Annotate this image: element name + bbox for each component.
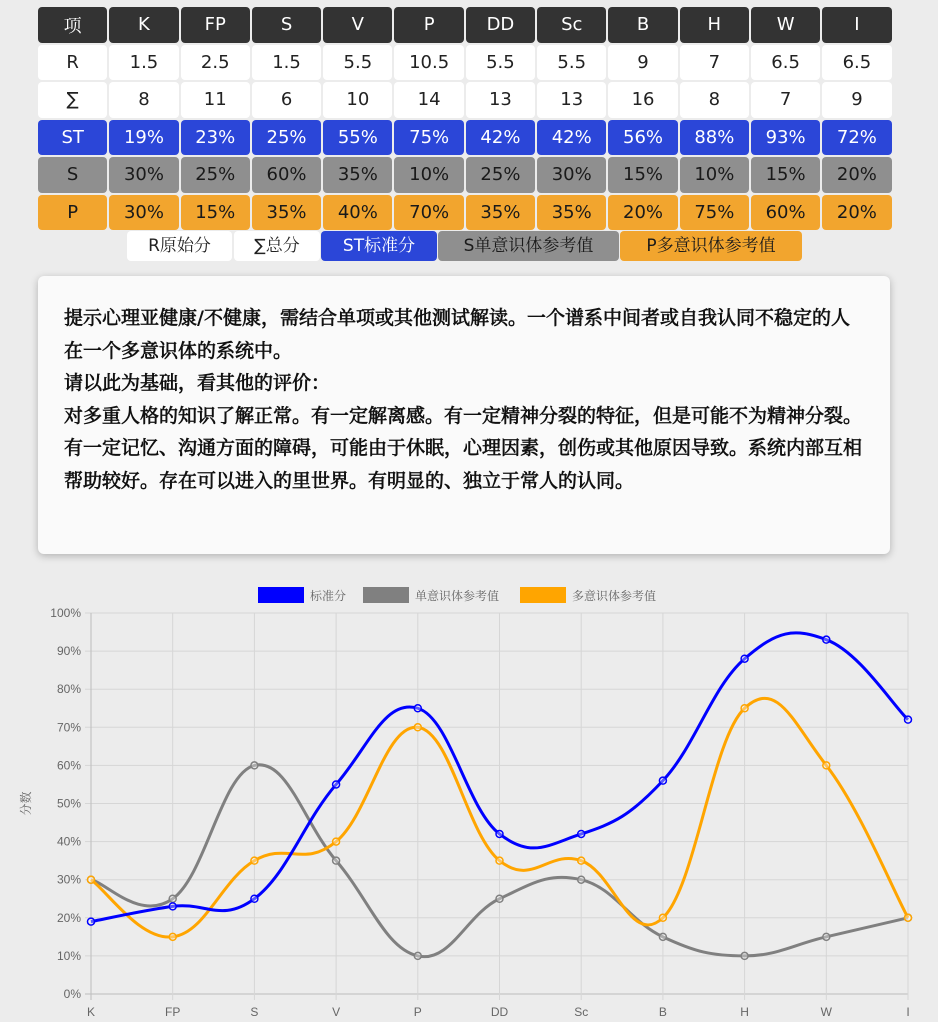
series-point — [496, 830, 503, 837]
table-cell: 56% — [608, 120, 677, 156]
table-header-cell: I — [822, 7, 891, 43]
table-cell: 75% — [680, 195, 749, 231]
table-cell: 40% — [323, 195, 392, 231]
series-point — [905, 716, 912, 723]
table-cell: 93% — [751, 120, 820, 156]
table-cell: 5.5 — [323, 45, 392, 81]
legend-swatch — [520, 587, 566, 603]
table-cell: 7 — [751, 82, 820, 118]
series-point — [496, 857, 503, 864]
series-point — [88, 876, 95, 883]
y-tick-label: 40% — [56, 834, 81, 849]
x-tick-label: H — [740, 1005, 749, 1019]
table-cell: 6.5 — [822, 45, 891, 81]
table-cell: 10% — [680, 157, 749, 193]
series-point — [414, 724, 421, 731]
score-line-chart — [0, 578, 938, 1022]
table-cell: 55% — [323, 120, 392, 156]
table-cell: 9 — [608, 45, 677, 81]
table-cell: 42% — [537, 120, 606, 156]
table-header-cell: B — [608, 7, 677, 43]
y-tick-label: 30% — [56, 872, 81, 887]
legend-single-reference: S单意识体参考值 — [438, 231, 619, 261]
y-tick-label: 60% — [56, 758, 81, 773]
series-point — [251, 895, 258, 902]
series-point — [659, 914, 666, 921]
legend-label: 标准分 — [310, 589, 347, 603]
table-cell: 7 — [680, 45, 749, 81]
series-point — [741, 655, 748, 662]
table-cell: 10.5 — [394, 45, 463, 81]
table-cell: 11 — [181, 82, 250, 118]
table-cell: 35% — [323, 157, 392, 193]
x-tick-label: DD — [490, 1005, 509, 1019]
table-cell: 5.5 — [537, 45, 606, 81]
table-row-label: P — [38, 195, 107, 231]
series-point — [169, 895, 176, 902]
series-point — [333, 781, 340, 788]
table-cell: 14 — [394, 82, 463, 118]
table-cell: 20% — [822, 157, 891, 193]
series-point — [659, 933, 666, 940]
table-row-s — [38, 157, 892, 193]
table-row-label: ∑ — [38, 82, 107, 118]
series-point — [169, 903, 176, 910]
table-row-r — [38, 45, 892, 81]
x-tick-label: FP — [165, 1005, 181, 1019]
table-row-st — [38, 120, 892, 156]
legend-raw-score: R原始分 — [127, 231, 232, 261]
y-tick-label: 70% — [56, 720, 81, 735]
table-cell: 42% — [466, 120, 535, 156]
y-tick-label: 80% — [56, 682, 81, 697]
table-cell: 25% — [181, 157, 250, 193]
y-tick-label: 90% — [56, 644, 81, 659]
table-row-sum — [38, 82, 892, 118]
table-cell: 60% — [751, 195, 820, 231]
table-cell: 15% — [608, 157, 677, 193]
table-header-cell: DD — [466, 7, 535, 43]
table-cell: 60% — [252, 157, 321, 193]
series-point — [333, 838, 340, 845]
table-cell: 1.5 — [109, 45, 178, 81]
table-cell: 10% — [394, 157, 463, 193]
table-cell: 6.5 — [751, 45, 820, 81]
table-row-p — [38, 195, 892, 231]
legend-standard-score: ST标准分 — [321, 231, 437, 261]
table-header-cell: P — [394, 7, 463, 43]
result-paragraph-detail: 对多重人格的知识了解正常。有一定解离感。有一定精神分裂的特征，但是可能不为精神分裂。有一定记忆、沟通方面的障碍，可能由于休眠，心理因素，创伤或其他原因导致。系统内部互相帮助较好。存在可以进入的里世界。有明显的、独立于常人的认同。 — [64, 404, 863, 492]
y-tick-label: 20% — [56, 910, 81, 925]
table-cell: 13 — [466, 82, 535, 118]
table-cell: 9 — [822, 82, 891, 118]
y-tick-label: 10% — [56, 948, 81, 963]
table-cell: 88% — [680, 120, 749, 156]
table-header-cell: 项 — [38, 7, 107, 43]
series-point — [251, 762, 258, 769]
series-point — [414, 705, 421, 712]
x-tick-label: Sc — [574, 1005, 589, 1019]
x-tick-label: K — [86, 1005, 96, 1019]
table-cell: 23% — [181, 120, 250, 156]
x-tick-label: I — [906, 1005, 910, 1019]
table-cell: 2.5 — [181, 45, 250, 81]
table-header-cell: V — [323, 7, 392, 43]
table-header-cell: H — [680, 7, 749, 43]
series-point — [905, 914, 912, 921]
series-point — [659, 777, 666, 784]
table-cell: 8 — [109, 82, 178, 118]
table-cell: 25% — [466, 157, 535, 193]
series-point — [88, 918, 95, 925]
table-cell: 25% — [252, 120, 321, 156]
table-cell: 30% — [109, 157, 178, 193]
table-cell: 5.5 — [466, 45, 535, 81]
table-cell: 20% — [608, 195, 677, 231]
table-row-label: ST — [38, 120, 107, 156]
table-cell: 8 — [680, 82, 749, 118]
series-point — [251, 857, 258, 864]
legend-label: 多意识体参考值 — [572, 589, 657, 603]
legend-total-score: ∑总分 — [234, 231, 320, 261]
table-cell: 13 — [537, 82, 606, 118]
table-cell: 35% — [537, 195, 606, 231]
table-cell: 35% — [252, 195, 321, 231]
x-tick-label: P — [413, 1005, 422, 1019]
y-tick-label: 50% — [56, 796, 81, 811]
legend-swatch — [258, 587, 304, 603]
series-point — [578, 830, 585, 837]
table-cell: 19% — [109, 120, 178, 156]
legend-multi-reference: P多意识体参考值 — [620, 231, 802, 261]
x-tick-label: S — [250, 1005, 259, 1019]
table-header-cell: K — [109, 7, 178, 43]
series-point — [823, 762, 830, 769]
x-tick-label: W — [820, 1005, 832, 1019]
table-cell: 30% — [109, 195, 178, 231]
series-point — [578, 857, 585, 864]
table-cell: 72% — [822, 120, 891, 156]
table-header-cell: S — [252, 7, 321, 43]
table-header-cell: W — [751, 7, 820, 43]
table-cell: 15% — [751, 157, 820, 193]
result-paragraph-prompt: 请以此为基础，看其他的评价： — [64, 372, 331, 394]
series-point — [169, 933, 176, 940]
series-point — [741, 705, 748, 712]
series-point — [823, 933, 830, 940]
table-cell: 35% — [466, 195, 535, 231]
table-row-label: R — [38, 45, 107, 81]
result-card — [38, 276, 890, 554]
series-point — [741, 952, 748, 959]
table-header-cell: FP — [181, 7, 250, 43]
table-row-label: S — [38, 157, 107, 193]
x-tick-label: V — [332, 1005, 341, 1019]
table-cell: 70% — [394, 195, 463, 231]
x-tick-label: B — [658, 1005, 667, 1019]
table-cell: 16 — [608, 82, 677, 118]
series-point — [578, 876, 585, 883]
table-cell: 6 — [252, 82, 321, 118]
table-cell: 1.5 — [252, 45, 321, 81]
y-tick-label: 0% — [63, 987, 81, 1001]
result-paragraph-summary: 提示心理亚健康/不健康，需结合单项或其他测试解读。一个谱系中间者或自我认同不稳定的人在一个多意识体的系统中。 — [64, 307, 850, 362]
table-cell: 75% — [394, 120, 463, 156]
series-point — [414, 952, 421, 959]
y-tick-label: 100% — [50, 606, 81, 620]
table-cell: 20% — [822, 195, 891, 231]
legend-label: 单意识体参考值 — [415, 589, 500, 603]
table-cell: 30% — [537, 157, 606, 193]
score-table — [36, 5, 894, 232]
series-point — [823, 636, 830, 643]
table-header-cell: Sc — [537, 7, 606, 43]
table-header-row — [38, 7, 892, 43]
legend-swatch — [363, 587, 409, 603]
table-cell: 15% — [181, 195, 250, 231]
table-cell: 10 — [323, 82, 392, 118]
y-axis-title: 分数 — [19, 791, 33, 816]
series-point — [333, 857, 340, 864]
series-point — [496, 895, 503, 902]
